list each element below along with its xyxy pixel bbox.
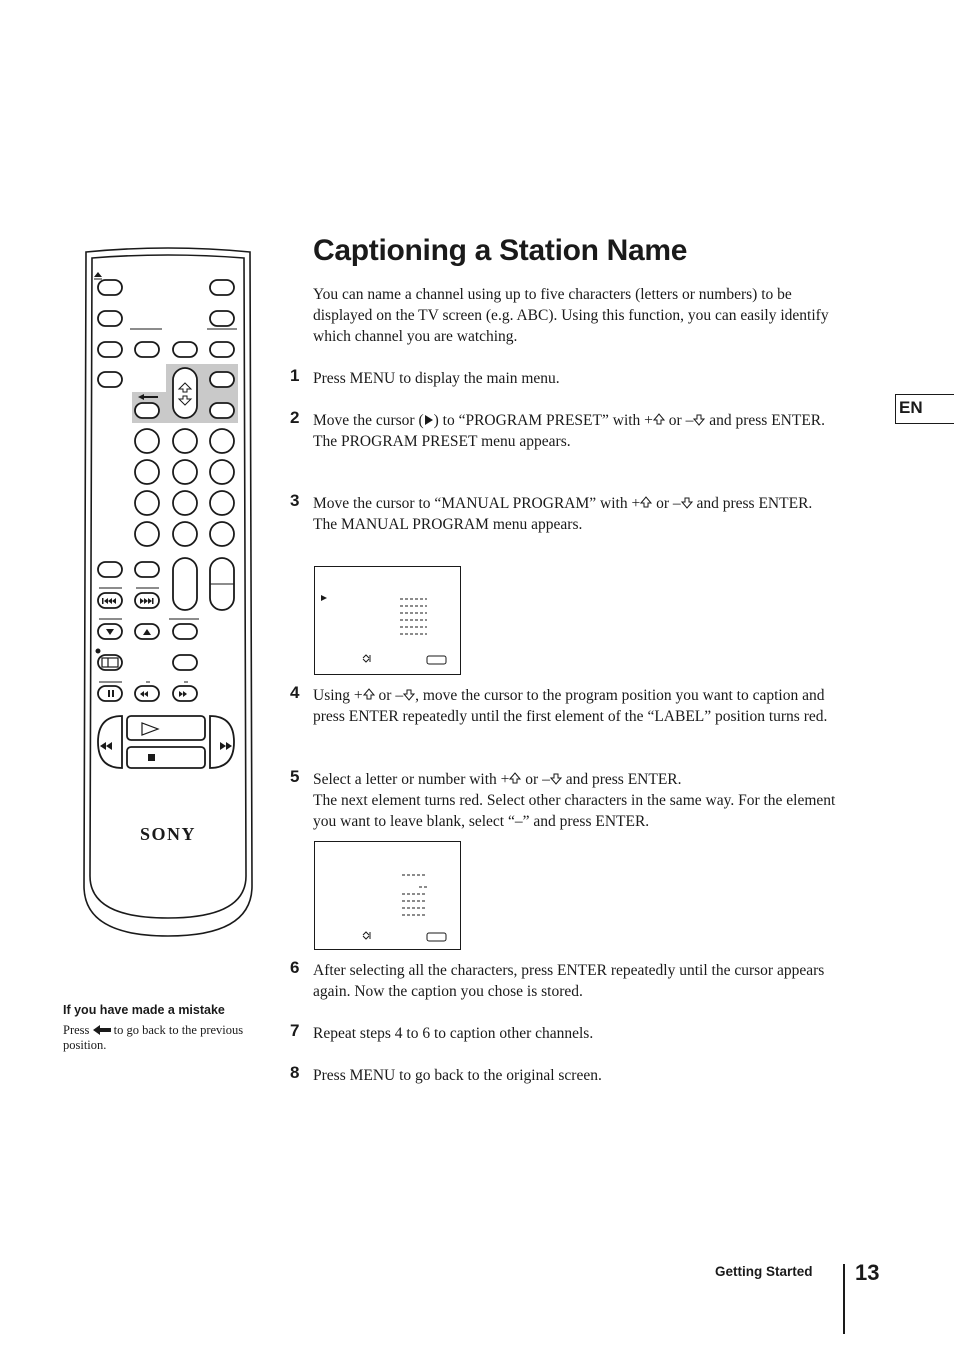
step-text: Press MENU to display the main menu. <box>313 370 560 387</box>
remote-brand-logo: SONY <box>139 824 197 844</box>
step-text-part: Move the cursor ( <box>313 412 424 429</box>
step-number: 4 <box>290 683 300 702</box>
mistake-note-text: to go back to the previous position. <box>63 1023 244 1052</box>
screen-menu-illustration <box>315 567 459 673</box>
step-text-part: and press ENTER. <box>692 495 813 512</box>
step-text-part: and press ENTER. <box>561 771 682 788</box>
mistake-note-title: If you have made a mistake <box>63 1003 225 1017</box>
cursor-triangle-icon <box>425 415 433 425</box>
step-number: 3 <box>290 491 300 510</box>
step-text <box>313 685 845 727</box>
step-text: Repeat steps 4 to 6 to caption other channels. <box>313 1025 594 1042</box>
step-number: 8 <box>290 1063 300 1082</box>
tv-screen-label-edit <box>314 841 461 950</box>
step-text-part: or – <box>374 687 404 704</box>
step-result: The PROGRAM PRESET menu appears. <box>313 433 571 450</box>
footer-divider <box>843 1264 845 1334</box>
down-arrow-icon <box>693 413 705 426</box>
step-number: 5 <box>290 767 300 786</box>
step-text-part: or – <box>652 495 681 512</box>
step-number: 6 <box>290 958 300 977</box>
mistake-note-body <box>63 1023 273 1053</box>
step-number: 1 <box>290 366 300 385</box>
step-text <box>313 493 845 535</box>
step-text <box>313 769 845 832</box>
step-text: Press MENU to go back to the original screen. <box>313 1067 602 1084</box>
step-text-part: Select a letter or number with + <box>313 771 510 788</box>
page-number: 13 <box>855 1260 880 1285</box>
up-arrow-icon <box>363 688 375 701</box>
footer-section-name: Getting Started <box>715 1264 813 1279</box>
up-arrow-icon <box>509 772 521 785</box>
step-text-part: and press ENTER. <box>705 412 826 429</box>
step-text-part: , move the cursor to the program position you want to caption and press ENTER repeatedly until the first element of the “LABEL” position turns red. <box>313 687 828 725</box>
step-result: The next element turns red. Select other characters in the same way. For the element you want to leave blank, select “–” and press ENTER. <box>313 792 836 830</box>
step-text-part: Using + <box>313 687 363 704</box>
down-arrow-icon <box>550 772 562 785</box>
intro-paragraph: You can name a channel using up to five characters (letters or numbers) to be displayed on the TV screen (e.g. ABC). Using this function, you can easily identify which channel you are watching. <box>313 286 829 345</box>
step-text <box>313 410 845 452</box>
step-result: The MANUAL PROGRAM menu appears. <box>313 516 583 533</box>
step-text-part: ) to “PROGRAM PRESET” with + <box>433 412 653 429</box>
down-arrow-icon <box>403 688 415 701</box>
screen-menu-illustration <box>315 842 459 948</box>
page-title: Captioning a Station Name <box>313 234 688 267</box>
step-text-part: or – <box>521 771 550 788</box>
up-arrow-icon <box>653 413 665 426</box>
back-arrow-icon <box>93 1025 111 1035</box>
mistake-note-text: Press <box>63 1023 93 1037</box>
tv-screen-manual-program <box>314 566 461 675</box>
remote-control-illustration <box>80 246 256 940</box>
down-arrow-icon <box>681 496 693 509</box>
step-number: 2 <box>290 408 300 427</box>
step-text-part: Move the cursor to “MANUAL PROGRAM” with + <box>313 495 641 512</box>
step-text: After selecting all the characters, press ENTER repeatedly until the cursor appears again. Now the caption you chose is stored. <box>313 962 825 1000</box>
step-number: 7 <box>290 1021 300 1040</box>
step-text-part: or – <box>664 412 694 429</box>
up-arrow-icon <box>640 496 652 509</box>
language-tab: EN <box>899 398 923 417</box>
